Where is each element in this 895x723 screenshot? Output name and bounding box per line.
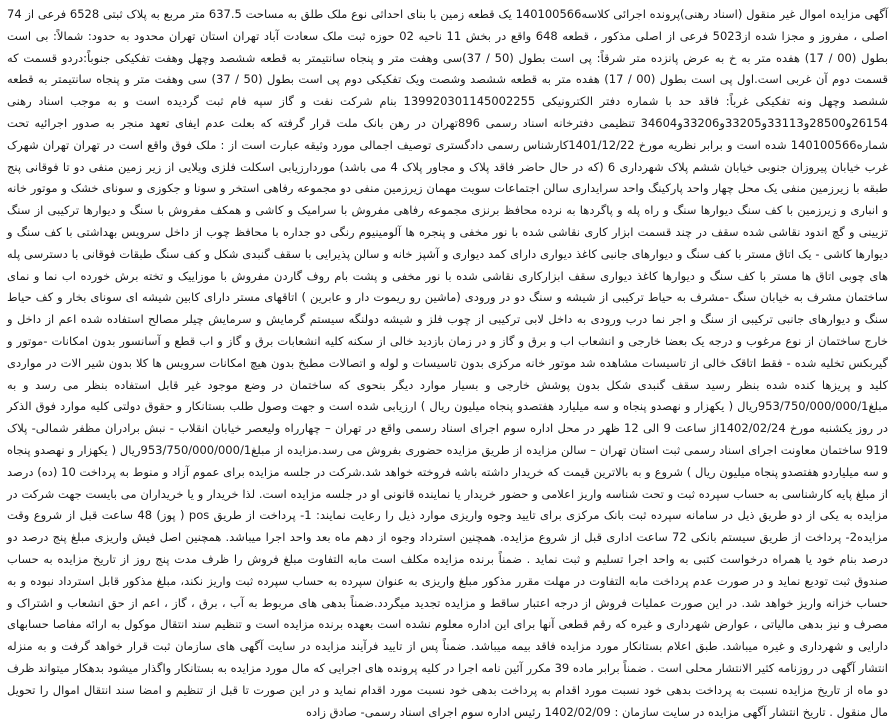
auction-notice-body: آگهی مزایده اموال غیر منقول (اسناد رهنی)پرونده اجرائی کلاسه140100566 یک قطعه زمین با بنای احداثی نوع ملک طلق به مساحت 637.5 متر مربع به پلاک ثبتی 6528 فرعی از 74 اصلی ، مفروز و مجزا شده از5023 فرعی از اصلی مذکور ، قطعه 648 واقع در بخش 11 ناحیه 02 حوزه ثبت ملک سعادت آباد تهران استان تهران محدود به حدود: شمالاً: بی است بطول (00 / 17) هفده متر به خ به عرض پانزده متر شرقاً: پی است بطول (50 / 37)سی وهفت متر و پنجاه سانتیمتر به قطعه ششصد وچهل وهفت تفکیکی جنوباً:دردو قسمت که قسمت دوم آن غربی است.اول پی است بطول (00 / 17) هفده متر به قطعه ششصد وشصت ویک تفکیکی دوم پی است بطول (50 / 37) سی وهفت متر و پنجاه سانتیمتر به قطعه ششصد وچهل ونه تفکیکی غرباً: فاقد حد با شماره دفتر الکترونیکی 139920301145002255 بنام شرکت نفت و گاز سپه فام ثبت گردیده است و به موجب اسناد رهنی 26154و28500و33113و33205و33206و34604 تنظیمی دفترخانه اسناد رسمی 896تهران در رهن بانک ملت قرار گرفته که بعلت عدم ایفای تعهد منجر به صدور اجرائیه تحت شماره140100566 شده است و برابر نظریه مورخ 1401/12/22کارشناس رسمی دادگستری توصیف اجمالی مورد وثیقه عبارت است از : ملک فوق واقع است در تهران تهران شهرک غرب خیابان پیروزان جنوبی خیابان ششم پلاک شهرداری 6 (که در حال حاضر فاقد پلاک و مجاور پلاک 4 می باشد) موردارزیابی اسکلت فلزی ویلایی از زیر زمین منفی دو تا فوقانی پنج طبقه با زیرزمین منفی یک محل چهار واحد پارکینگ واحد سرایداری سالن اجتماعات سویت مهمان زیرزمین منفی دو مجموعه رفاهی استخر و سونا و جکوزی و سونای خشک و موتور خانه و انباری و زیرزمین با کف سنگ دیوارها سنگ و راه پله و پاگردها به نرده محافظ برنزی مجموعه رفاهی مفروش با سرامیک و کاشی و همکف مفروش با سنگ و دیوارها ترکیبی از سنگ تزیینی و گچ اندود نقاشی شده سقف در چند قسمت ابزار کاری نقاشی شده با نور مخفی و پنجره ها آلومینیوم رنگی دو جداره با محافظ چوب از داخل سرویس بهداشتی با کف سنگ و دیوارها کاشی - یک اتاق مستر با کف سنگ و دیوارهای جانبی کاغذ دیواری دارای کمد دیواری و آشپز خانه و سالن پذیرایی با سقف گنبدی شکل و کف سنگ طبقات فوقانی با دسترسی پله های چوبی اتاق ها مستر با کف سنگ و دیوارها کاغذ دیواری سقف ابزارکاری نقاشی شده با نور مخفی و پشت بام روف گاردن مفروش با موزاییک و تخته برش خورده اب نما و نمای ساختمان مشرف به خیابان سنگ -مشرف به حیاط ترکیبی از شیشه و سنگ دو در ورودی (ماشین رو ریموت دار و عابرین ) اتاقهای مستر دارای کابین شیشه ای سونای بخار و کف حیاط سنگ و دیوارهای جانبی ترکیبی از سنگ و اجر نما درب ورودی به داخل لابی ترکیبی از چوب فلز و شیشه دولنگه سیستم گرمایش و سرمایش چیلر مصالح استفاده شده اعم از داخل و خارج ساختمان از نوع مرغوب و درجه یک بعضا خارجی و انشعاب اب و برق و گاز و در زمان بازدید خالی از سکنه کلیه انشعابات برق و گاز و اب قطع و آسانسور بدون امکانات -موتور و گیربکس تخلیه شده - فقط اتاقک خالی از تاسیسات مشاهده شد موتور خانه مرکزی بدون تاسیسات و لوله و اتصالات مطبخ بدون هیچ امکانات سرویس ها کلا بدون شیر الات در مواردی کلید و پریزها کنده شده بنظر رسید سقف گنبدی شکل بدون پوشش خارجی و بسیار موارد دیگر بنحوی که ساختمان در وضع موجود غیر قابل استفاده بنظر می رسد و به مبلغ953/750/000/000/1ریال ( یکهزار و نهصدو پنجاه و سه میلیارد هفتصدو پنجاه میلیون ریال ) ارزیابی شده است و جهت وصول طلب بستانکار و حقوق دولتی کلیه موارد فوق الذکر در روز یکشنبه مورخ 1402/02/24از ساعت 9 الی 12 ظهر در محل اداره سوم اجرای اسناد رسمی واقع در تهران – چهارراه ولیعصر خیابان انقلاب - نبش برادران مظفر شمالی- پلاک 919 ساختمان معاونت اجرای اسناد رسمی ثبت استان تهران – سالن مزایده از طریق مزایده حضوری بفروش می رسد.مزایده از مبلغ953/750/000/000/1ریال ( یکهزار و نهصدو پنجاه و سه میلیاردو هفتصدو پنجاه میلیون ریال ) شروع و به بالاترین قیمت که خریدار داشته باشه فروخته خواهد شد.شرکت در جلسه مزایده برای عموم آزاد و منوط به پرداخت 10 (ده) درصد از مبلغ پایه کارشناسی به حساب سپرده ثبت و تحت شناسه واریز اعلامی و حضور خریدار یا نماینده قانونی او در جلسه مزایده است. لذا خریدار و یا خریداران می بایست جهت شرکت در مزایده به یکی از دو طریق ذیل در سامانه سپرده ثبت بانک مرکزی برای تایید وجوه واریزی موارد ذیل را رعایت نمایند: 1- پرداخت از طریق pos ( پوز) 48 ساعت قبل از شروع وقت مزایده2- پرداخت از طریق سیستم بانکی 72 ساعت اداری قبل از شروع مزایده. همچنین استرداد وجوه از دهم ماه بعد واحد اجرا میباشد. همچنین اصل فیش واریزی مبلغ پنج درصد دو درصد بنام خود یا همراه درخواست کتبی به واحد اجرا تسلیم و ثبت نماید . ضمناً برنده مزایده مکلف است مابه التفاوت مبلغ فروش را ظرف مدت پنج روز از تاریخ مزایده به حساب صندوق ثبت تودیع نماید و در صورت عدم پرداخت مابه التفاوت در مهلت مقرر مذکور مبلغ واریزی به عنوان سپرده به حساب سپرده ثبت واریز نکند، مبلغ مذکور قابل استرداد نبوده و به حساب خزانه واریز خواهد شد. در این صورت عملیات فروش از درجه اعتبار ساقط و مزایده تجدید میگردد.ضمناً بدهی های مربوط به آب ، برق ، گاز ، اعم از حق انشعاب و اشتراک و مصرف و نیز بدهی مالیاتی ، عوارض شهرداری و غیره که رقم قطعی آنها برای این اداره معلوم نشده است بعهده برنده مزایده است و تنظیم سند انتقال موکول به ارائه مفاصا حسابهای دارایی و شهرداری و غیره میباشد. طبق اعلام بستانکار مورد مزایده فاقد بیمه میباشد. ضمناً پس از تایید فرآیند مزایده در سایت آگهی های سازمان ثبت قرار خواهد گرفت و به منزله انتشار آگهی در روزنامه کثیر الانتشار محلی است . ضمناً برابر ماده 39 مکرر آئین نامه اجرا در کلیه پرونده های اجرایی که مال مورد مزایده به بستانکار واگذار میشود بدهکار میتواند ظرف دو ماه از تاریخ مزایده نسبت به پرداخت بدهی خود نسبت مورد اقدام به پرداخت بدهی خود نسبت مورد اقدام نماید و در این صورت تا قبل از تنظیم و امضا سند انتقال اموال را تحویل مال منقول . تاریخ انتشار آگهی مزایده در سایت سازمان : 1402/02/09 رئیس اداره سوم اجرای اسناد رسمی- صادق زاده: [7, 7, 889, 719]
